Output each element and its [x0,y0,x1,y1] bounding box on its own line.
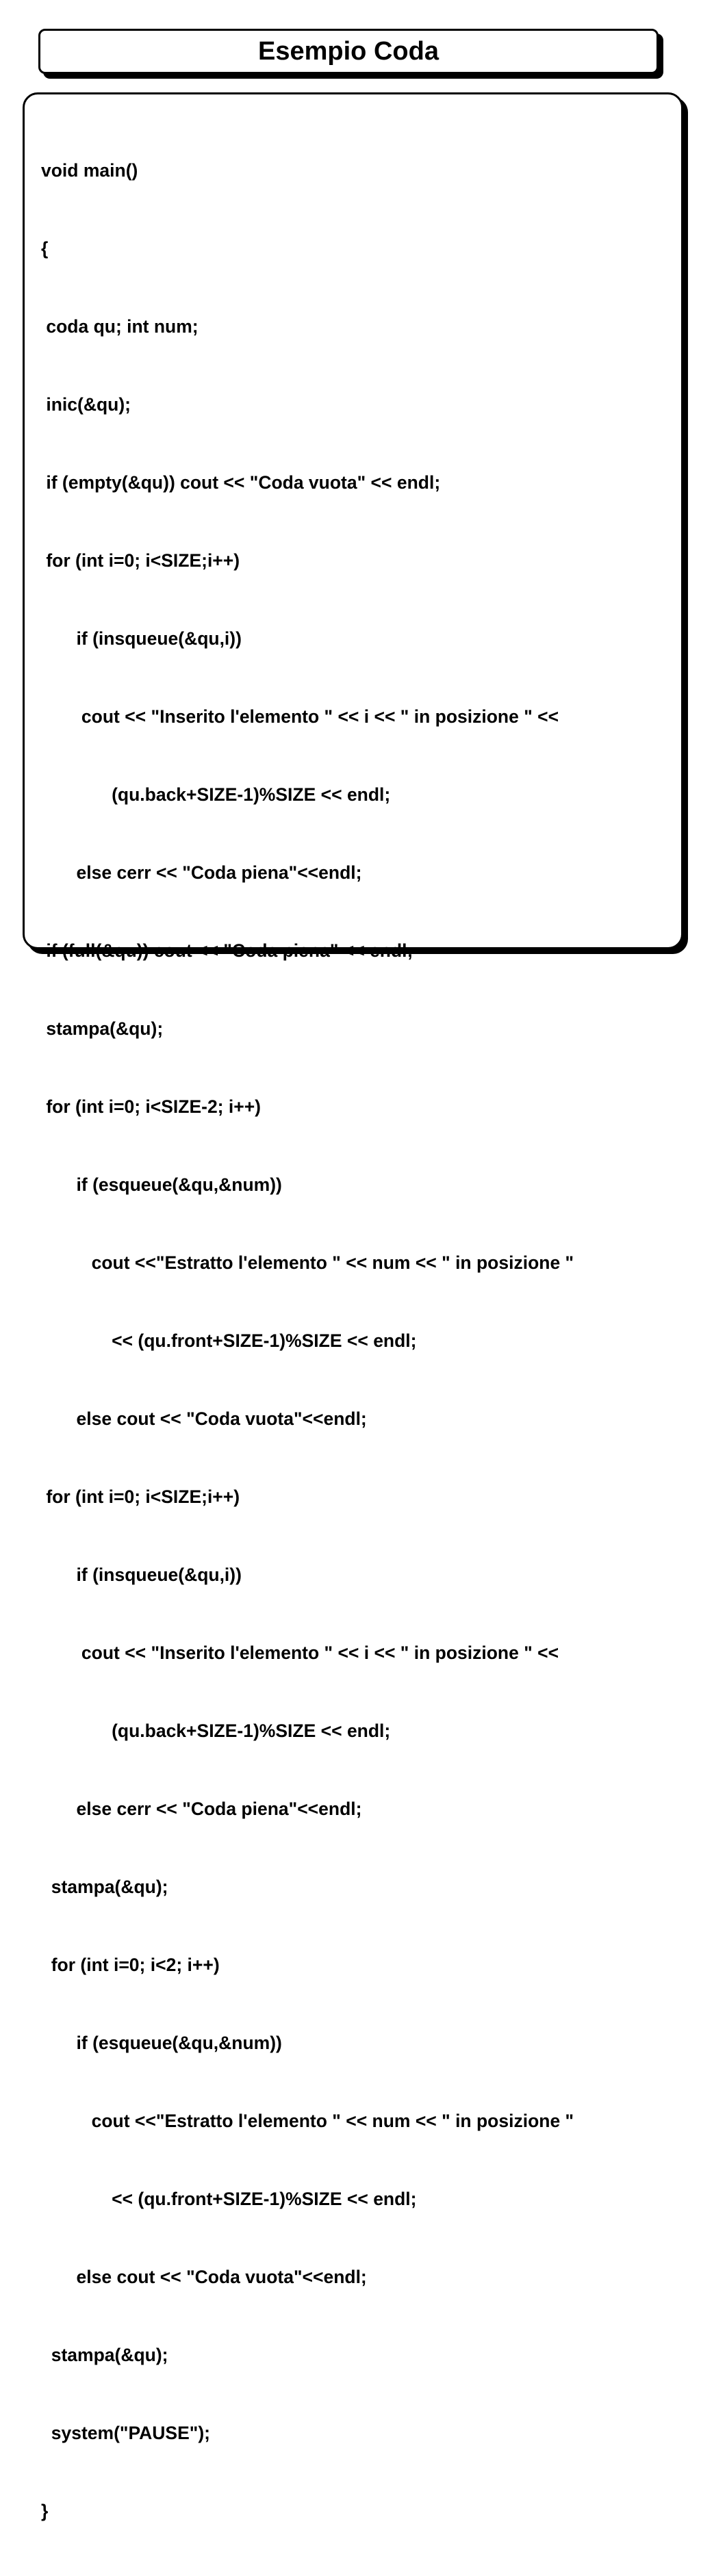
code-line: << (qu.front+SIZE-1)%SIZE << endl; [41,2189,417,2209]
code-line: (qu.back+SIZE-1)%SIZE << endl; [41,1721,391,1741]
code-line: { [41,238,49,259]
code-line: else cout << "Coda vuota"<<endl; [41,1408,367,1429]
code-line: stampa(&qu); [41,1877,168,1897]
code-line: if (insqueue(&qu,i)) [41,628,242,649]
code-line: inic(&qu); [41,394,131,415]
code-line: coda qu; int num; [41,316,199,337]
code-line: if (empty(&qu)) cout << "Coda vuota" << endl; [41,472,441,493]
code-line: for (int i=0; i<SIZE-2; i++) [41,1096,262,1117]
code-line: if (esqueue(&qu,&num)) [41,2033,282,2053]
code-line: for (int i=0; i<SIZE;i++) [41,550,240,571]
code-line: if (esqueue(&qu,&num)) [41,1174,282,1195]
code-line: if (insqueue(&qu,i)) [41,1564,242,1585]
code-line: void main() [41,160,138,181]
code-line: cout << "Inserito l'elemento " << i << " in posizione " << [41,1643,559,1663]
code-line: (qu.back+SIZE-1)%SIZE << endl; [41,784,391,805]
code-box [23,92,683,2521]
code-line: else cerr << "Coda piena"<<endl; [41,1799,362,1819]
code-line: for (int i=0; i<SIZE;i++) [41,1486,240,1507]
code-line: else cerr << "Coda piena"<<endl; [41,862,362,883]
code-line: system("PAUSE"); [41,2423,211,2443]
code-line: << (qu.front+SIZE-1)%SIZE << endl; [41,1330,417,1351]
code-line: stampa(&qu); [41,2345,168,2365]
code-line: stampa(&qu); [41,1018,164,1039]
code-listing [41,105,674,2576]
code-line: if (full(&qu)) cout << "Coda piena" << endl; [41,940,413,961]
slide-title-box [38,29,659,74]
code-line: cout <<"Estratto l'elemento " << num << " in posizione " [41,2111,574,2131]
code-line: else cout << "Coda vuota"<<endl; [41,2267,367,2287]
slide-title: Esempio Coda [258,37,439,66]
code-line: cout << "Inserito l'elemento " << i << " in posizione " << [41,706,559,727]
code-line: } [41,2501,49,2521]
code-line: for (int i=0; i<2; i++) [41,1955,220,1975]
code-line: cout <<"Estratto l'elemento " << num << " in posizione " [41,1252,574,1273]
